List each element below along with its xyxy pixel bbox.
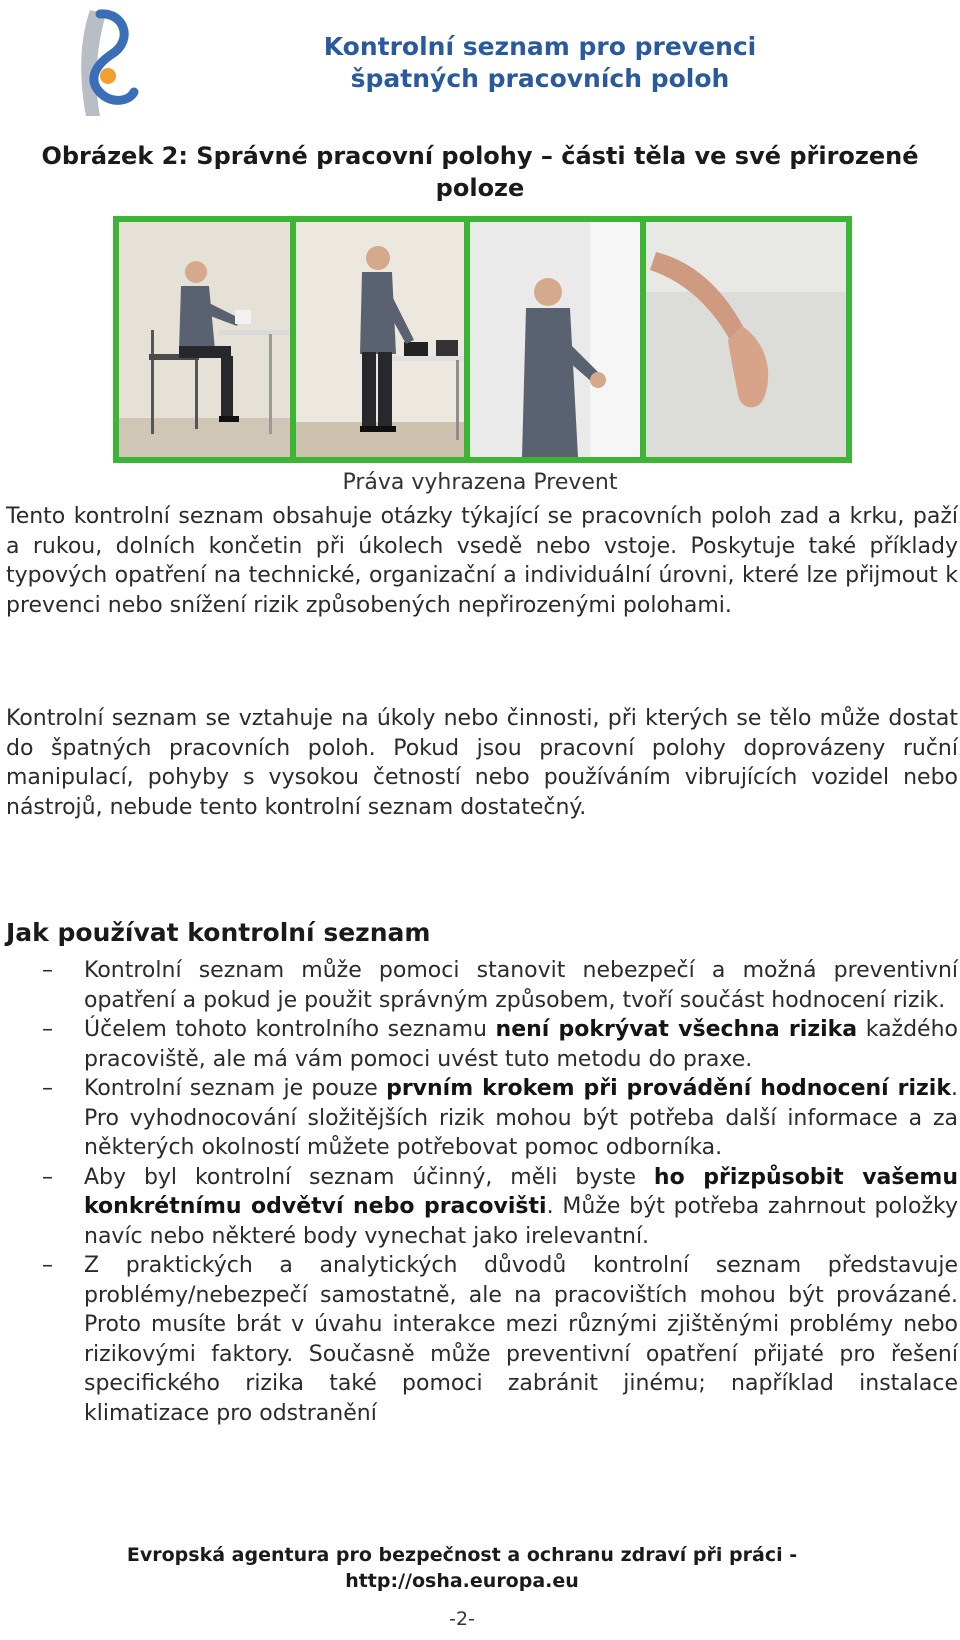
list-item bbox=[6, 1074, 958, 1163]
figure-caption-line-1: Obrázek 2: Správné pracovní polohy – části těla ve své přirozené bbox=[41, 142, 919, 170]
bullet-text: . Pro vyhodnocování složitějších rizik mohou být potřeba další informace a za některých okolností můžete potřebovat pomoc odborníka. bbox=[84, 1076, 958, 1160]
person-standing-profile-icon bbox=[470, 222, 640, 457]
bullet-text: Účelem tohoto kontrolního seznamu bbox=[84, 1017, 496, 1042]
figure-caption bbox=[20, 140, 940, 204]
usage-bullet-list bbox=[6, 956, 958, 1428]
image-rights-note: Práva vyhrazena Prevent bbox=[342, 470, 618, 495]
document-title-line-1: Kontrolní seznam pro prevenci bbox=[323, 32, 757, 61]
document-title-line-2: špatných pracovních poloh bbox=[350, 64, 730, 93]
figure-photo-strip bbox=[113, 216, 852, 463]
bullet-text: každého pracoviště, ale má vám pomoci uvést tuto metodu do praxe. bbox=[84, 1017, 958, 1072]
bullet-dash: – bbox=[42, 1017, 53, 1042]
agency-logo-icon bbox=[60, 4, 140, 124]
footer-agency-name: Evropská agentura pro bezpečnost a ochranu zdraví při práci - bbox=[126, 1544, 798, 1566]
bullet-emphasis: ho přizpůsobit vašemu konkrétnímu odvětví nebo pracovišti bbox=[84, 1164, 958, 1219]
bullet-emphasis: není pokrývat všechna rizika bbox=[495, 1017, 858, 1042]
intro-paragraph-1: Tento kontrolní seznam obsahuje otázky týkající se pracovních poloh zad a krku, paží a rukou, dolních končetin při úkolech vsedě nebo vstoje. Poskytuje také příklady typových opatření na technické, organizační a individuální úrovni, které lze přijmout k prevenci nebo snížení rizik způsobených nepřirozenými polohami. bbox=[6, 504, 958, 618]
figure-caption-line-2: poloze bbox=[435, 174, 525, 202]
list-item bbox=[6, 1251, 958, 1428]
person-seated-reading-icon bbox=[119, 222, 290, 457]
footer-url[interactable]: http://osha.europa.eu bbox=[345, 1570, 579, 1592]
bullet-dash: – bbox=[42, 958, 53, 983]
bullet-text: Z praktických a analytických důvodů kontrolní seznam představuje problémy/nebezpečí samostatně, ale na pracovištích mohou být provázané. Proto musíte brát v úvahu interakce mezi různými zjištěnými problémy nebo rizikovými faktory. Současně může preventivní opatření přijaté pro řešení specifického rizika také pomoci zabránit jinému; například instalace klimatizace pro odstranění bbox=[84, 1253, 958, 1426]
bullet-text: Kontrolní seznam může pomoci stanovit nebezpečí a možná preventivní opatření a pokud je použit správným způsobem, tvoří součást hodnocení rizik. bbox=[84, 958, 958, 1013]
intro-paragraph-2: Kontrolní seznam se vztahuje na úkoly nebo činnosti, při kterých se tělo může dostat do špatných pracovních poloh. Pokud jsou pracovní polohy doprovázeny ruční manipulací, pohyby s vysokou četností nebo používáním vibrujících vozidel nebo nástrojů, nebude tento kontrolní seznam dostatečný. bbox=[6, 706, 958, 820]
bullet-text: . Může být potřeba zahrnout položky navíc nebo některé body vynechat jako irelevantní. bbox=[84, 1194, 958, 1249]
bullet-text: Aby byl kontrolní seznam účinný, měli byste bbox=[84, 1164, 654, 1190]
list-item bbox=[6, 1015, 958, 1074]
list-item bbox=[6, 956, 958, 1015]
document-title bbox=[260, 31, 820, 95]
bullet-emphasis: prvním krokem při provádění hodnocení rizik bbox=[386, 1076, 951, 1101]
bullet-dash: – bbox=[42, 1253, 53, 1278]
bullet-dash: – bbox=[42, 1076, 53, 1101]
bullet-text: Kontrolní seznam je pouze bbox=[84, 1076, 387, 1101]
list-item bbox=[6, 1163, 958, 1252]
footer bbox=[0, 1542, 924, 1594]
section-heading: Jak používat kontrolní seznam bbox=[6, 918, 431, 947]
person-standing-at-table-icon bbox=[296, 222, 464, 457]
page-number: -2- bbox=[449, 1608, 475, 1630]
relaxed-hand-icon bbox=[646, 222, 846, 457]
bullet-dash: – bbox=[42, 1164, 53, 1190]
